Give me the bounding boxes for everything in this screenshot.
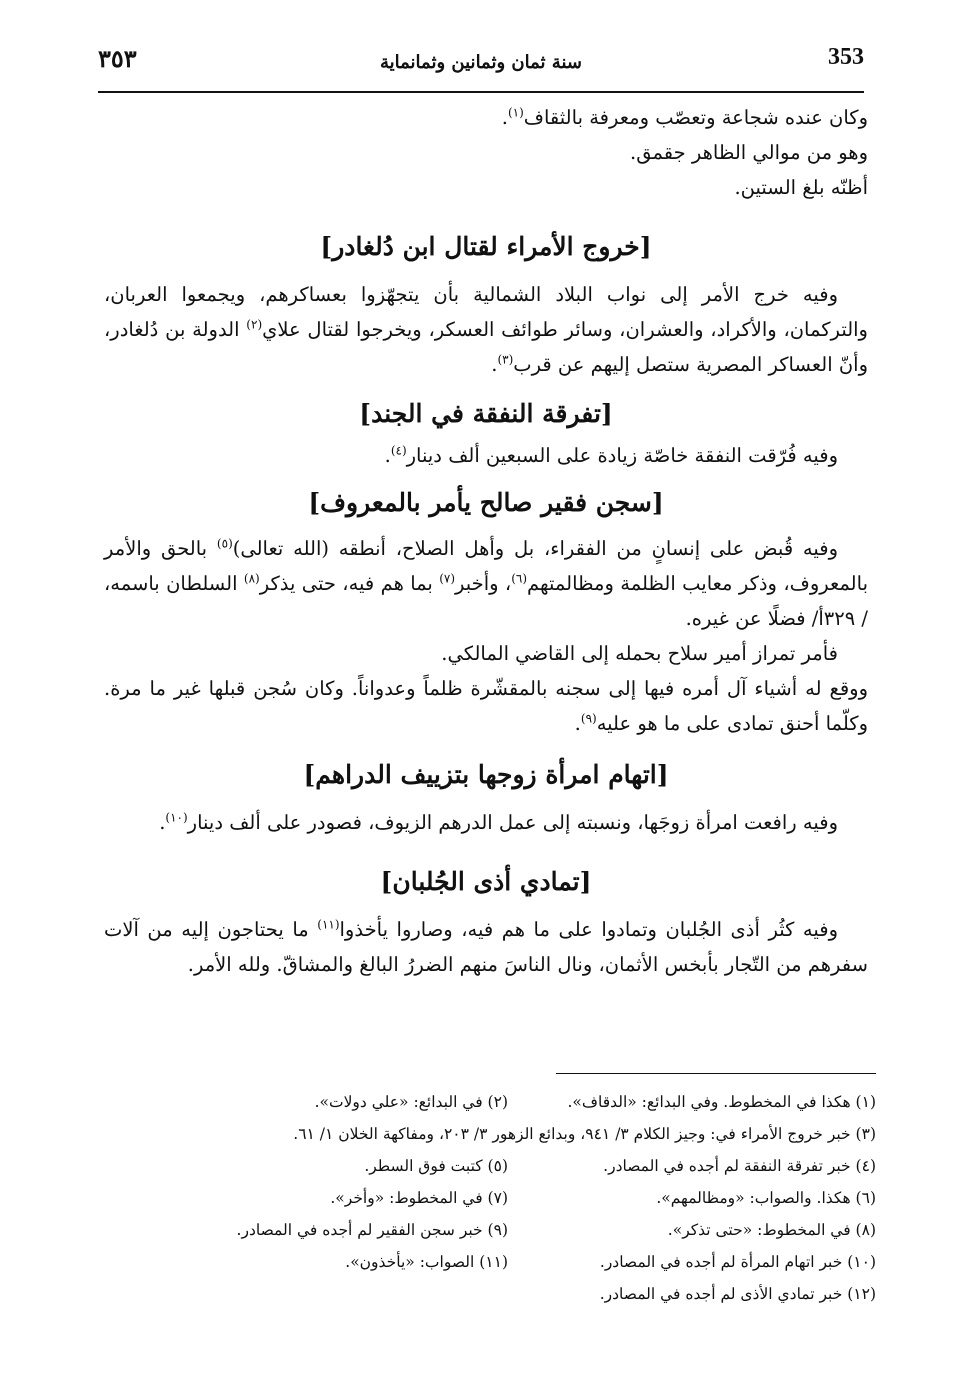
footnote: (٨) في المخطوط: «حتى تذكر».	[667, 1221, 876, 1239]
section-heading: [خروج الأمراء لقتال ابن دُلغادر]	[320, 232, 652, 261]
running-title: سنة ثمان وثمانين وثمانماية	[380, 52, 582, 73]
footnote: (١) هكذا في المخطوط. وفي البدائع: «الدقاف».	[567, 1093, 876, 1111]
footnote: (١١) الصواب: «يأخذون».	[345, 1253, 508, 1271]
footnote: (٦) هكذا. والصواب: «ومظالمهم».	[656, 1189, 876, 1207]
paragraph: وفيه كثُر أذى الجُلبان وتمادوا على ما هم فيه، وصاروا يأخذوا$^{(١١)}$ ما يحتاجون إليه من آلات سفرهم من التّجار بأبخس الأثمان، ونال الناسَ منهم الضررُ البالغ والمشاقّ. ولله الأمر.	[104, 917, 868, 976]
intro-line-3: أظنّه بلغ الستين.	[734, 176, 868, 199]
footnote: (٤) خبر تفرقة النفقة لم أجده في المصادر.	[603, 1157, 876, 1175]
intro-line-2: وهو من موالي الظاهر جقمق.	[630, 141, 868, 164]
footnote: (٣) خبر خروج الأمراء في: وجيز الكلام ٣/ ٩٤١، وبدائع الزهور ٣/ ٢٠٣، ومفاكهة الخلان ١/ ٦١.	[293, 1125, 876, 1143]
main-text	[104, 100, 868, 982]
paragraph: وفيه رافعت امرأة زوجَها، ونسبته إلى عمل الدرهم الزيوف، فصودر على ألف دينار$^{(١٠)}$.	[159, 810, 838, 834]
section-heading: [تفرقة النفقة في الجند]	[359, 399, 613, 428]
section-heading: [تمادي أذى الجُلبان]	[380, 867, 592, 896]
intro-line-1: وكان عنده شجاعة وتعصّب ومعرفة بالثقاف$^{(١)}$.	[501, 105, 868, 129]
paragraph: وفيه قُبض على إنسانٍ من الفقراء، بل وأهل الصلاح، أنطقه (الله تعالى)$^{(٥)}$ بالحق والأمر بالمعروف، وذكر معايب الظلمة ومظالمتهم$^{(٦)}$، وأخبر$^{(٧)}$ بما هم فيه، حتى يذكر$^{(٨)}$ السلطان باسمه، / ٣٢٩أ/ فضلًا عن غيره.	[104, 536, 868, 630]
paragraph: وفيه فُرّقت النفقة خاصّة زيادة على السبعين ألف دينار$^{(٤)}$.	[384, 443, 838, 467]
paragraph: ووقع له أشياء آل أمره فيها إلى سجنه بالمقشّرة ظلماً وعدواناً. وكان سُجن قبلها غير ما مرة. وكلّما أحنق تمادى على ما هو عليه$^{(٩)}$.	[104, 677, 868, 735]
header-rule	[98, 91, 864, 93]
footnote: (٢) في البدائع: «علي دولات».	[314, 1093, 508, 1111]
page-number-arabic: ٣٥٣	[98, 44, 137, 73]
paragraph: وفيه خرج الأمر إلى نواب البلاد الشمالية بأن يتجهّزوا بعساكرهم، ويجمعوا العربان، والتركمان، والأكراد، والعشران، وسائر طوائف العسكر، ويخرجوا لقتال علاي$^{(٢)}$ الدولة بن دُلغادر، وأنّ العساكر المصرية ستصل إليهم عن قرب$^{(٣)}$.	[104, 283, 868, 376]
paragraph: فأمر تمراز أمير سلاح بحمله إلى القاضي المالكي.	[441, 642, 838, 665]
page-header	[98, 44, 864, 92]
footnotes	[140, 1086, 876, 1310]
section-heading: [سجن فقير صالح يأمر بالمعروف]	[308, 488, 664, 517]
footnote: (٩) خبر سجن الفقير لم أجده في المصادر.	[236, 1221, 508, 1239]
footnote: (٧) في المخطوط: «وأخر».	[330, 1189, 508, 1207]
footnote: (١٢) خبر تمادي الأذى لم أجده في المصادر.	[599, 1285, 876, 1303]
section-heading: [اتهام امرأة زوجها بتزييف الدراهم]	[303, 760, 669, 789]
footnote: (١٠) خبر اتهام المرأة لم أجده في المصادر.	[599, 1253, 876, 1271]
footnote-rule	[556, 1073, 876, 1074]
footnote: (٥) كتبت فوق السطر.	[364, 1157, 508, 1175]
page-number-latin: 353	[828, 44, 864, 70]
